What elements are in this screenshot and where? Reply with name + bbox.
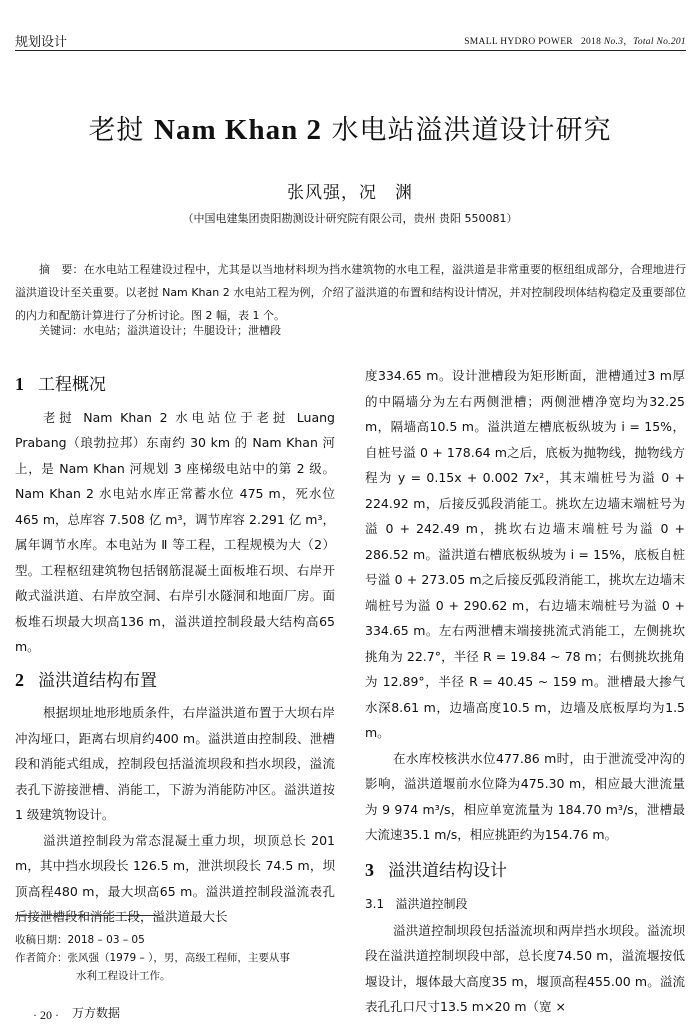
abstract xyxy=(15,258,686,327)
journal-total: Total No.201 xyxy=(633,37,686,47)
author-bio-continued: 水利工程设计工作。 xyxy=(76,970,171,982)
section-2-paragraph-3: 度334.65 m。设计泄槽段为矩形断面，泄槽通过3 m厚的中隔墙分为左右两侧泄槽；两侧泄槽净宽均为32.25 m，隔墙高10.5 m。溢洪道左槽底板纵坡为 i = 15%，自桩号溢 0 + 178.64 m之后，底板为抛物线，抛物线方程为 y = 0.15x + 0.002 7x²，其末端桩号为溢 0 + 224.92 m，后接反弧段消能工。挑坎左边墙末端桩号为溢 0 + 242.49 m，挑坎右边墙末端桩号为溢 0 + 286.52 m。溢洪道右槽底板纵坡为 i = 15%，底板自桩号溢 0 + 273.05 m之后接反弧段消能工，挑坎左边墙末端桩号为溢 0 + 290.62 m，右边墙末端桩号为溢 0 + 334.65 m。左右两泄槽末端接挑流式消能工，左侧挑坎挑角为 22.7°，半径 R = 19.84 ~ 78 m；右侧挑坎挑角为 12.89°，半径 R = 40.45 ~ 159 m。泄槽最大掺气水深8.61 m，边墙高度10.5 m，边墙及底板厚均为1.5 m。 xyxy=(365,368,685,740)
affiliation: （中国电建集团贵阳勘测设计研究院有限公司，贵州 贵阳 550081） xyxy=(182,212,518,225)
section-1-heading: 1 工程概况 xyxy=(15,374,106,395)
source-watermark: 万方数据 xyxy=(72,1006,121,1020)
journal-issue: No.3 xyxy=(603,37,624,47)
footnote-rule xyxy=(15,915,160,916)
journal-name: SMALL HYDRO POWER xyxy=(464,37,573,47)
section-2-heading: 2 溢洪道结构布置 xyxy=(15,669,157,691)
journal-year: 2018 xyxy=(580,37,602,47)
running-header-section: 规划设计 xyxy=(15,35,68,50)
section-1-paragraph: 老挝 Nam Khan 2 水电站位于老挝 Luang Prabang（琅勃拉邦）东南约 30 km 的 Nam Khan 河上，是 Nam Khan 河规划 3 座梯级电站中的第 2 级。Nam Khan 2 水电站水库正常蓄水位 475 m，死水位 465 m，总库容 7.508 亿 m³，调节库容 2.291 亿 m³，属年调节水库。本电站为 Ⅱ 等工程，工程规模为大（2）型。工程枢纽建筑物包括钢筋混凝土面板堆石坝、右岸开敞式溢洪道、右岸放空洞、右岸引水隧洞和地面厂房。面板堆石坝最大坝高136 m，溢洪道控制段最大结构高65 m。 xyxy=(15,409,335,654)
section-3-heading: 3 溢洪道结构设计 xyxy=(365,859,507,881)
header-rule xyxy=(15,50,686,51)
paper-title: 老挝 Nam Khan 2 水电站溢洪道设计研究 xyxy=(88,114,612,146)
author-list: 张风强，况 渊 xyxy=(287,183,413,203)
received-date: 收稿日期：2018 – 03 – 05 xyxy=(15,934,145,946)
abstract-text: 在水电站工程建设过程中，尤其是以当地材料坝为挡水建筑物的水电工程，溢洪道是非常重要的枢纽组成部分，合理地进行溢洪道设计至关重要。以老挝 Nam Khan 2 水电站工程为例，介绍了溢洪道的布置和结构设计情况，并对控制段坝体结构稳定及重要部位的内力和配筋计算进行了分析讨论。图 2 幅，表 1 个。 xyxy=(15,263,687,322)
keywords-label: 关键词： xyxy=(39,324,83,337)
page-number: · 20 · xyxy=(33,1008,59,1022)
left-column xyxy=(15,372,335,930)
keywords-text: 水电站；溢洪道设计；牛腿设计；泄槽段 xyxy=(83,324,281,337)
section-2-paragraph-2: 溢洪道控制段为常态混凝土重力坝，坝顶总长 201 m，其中挡水坝段长 126.5 m，泄洪坝段长 74.5 m，坝顶高程480 m，最大坝高65 m。溢洪道控制段溢流表孔后接泄槽段和消能工段，溢洪道最大长 xyxy=(15,832,335,924)
subsection-3-1-heading: 3.1 溢洪道控制段 xyxy=(365,897,468,911)
section-2-paragraph-1: 根据坝址地形地质条件，右岸溢洪道布置于大坝右岸冲沟垭口，距离右坝肩约400 m。溢洪道由控制段、泄槽段和消能式组成，控制段包括溢流坝段和挡水坝段，溢流表孔下游接泄槽、消能工，下游为消能防冲区。溢洪道按 1 级建筑物设计。 xyxy=(15,705,335,822)
keywords xyxy=(39,322,281,338)
section-3-paragraph: 溢洪道控制坝段包括溢流坝和两岸挡水坝段。溢流坝段在溢洪道控制坝段中部，总长度74.50 m，溢流堰按低堰设计，堰体最大高度35 m，堰顶高程455.00 m。溢流表孔孔口尺寸13.5 m×20 m（宽 × xyxy=(365,922,685,1014)
running-header-journal: SMALL HYDRO POWER 2018 No.3，Total No.201 xyxy=(464,37,686,47)
section-2-paragraph-4: 在水库校核洪水位477.86 m时，由于泄流受冲沟的影响，溢洪道堰前水位降为475.30 m，相应最大泄流量为 9 974 m³/s，相应单宽流量为 184.70 m³/s，泄槽最大流速35.1 m/s，相应挑距约为154.76 m。 xyxy=(365,750,685,842)
abstract-label: 摘 要： xyxy=(39,263,84,276)
right-column xyxy=(365,363,685,1020)
author-bio: 作者简介：张风强（1979 – ），男，高级工程师，主要从事 xyxy=(15,952,290,964)
